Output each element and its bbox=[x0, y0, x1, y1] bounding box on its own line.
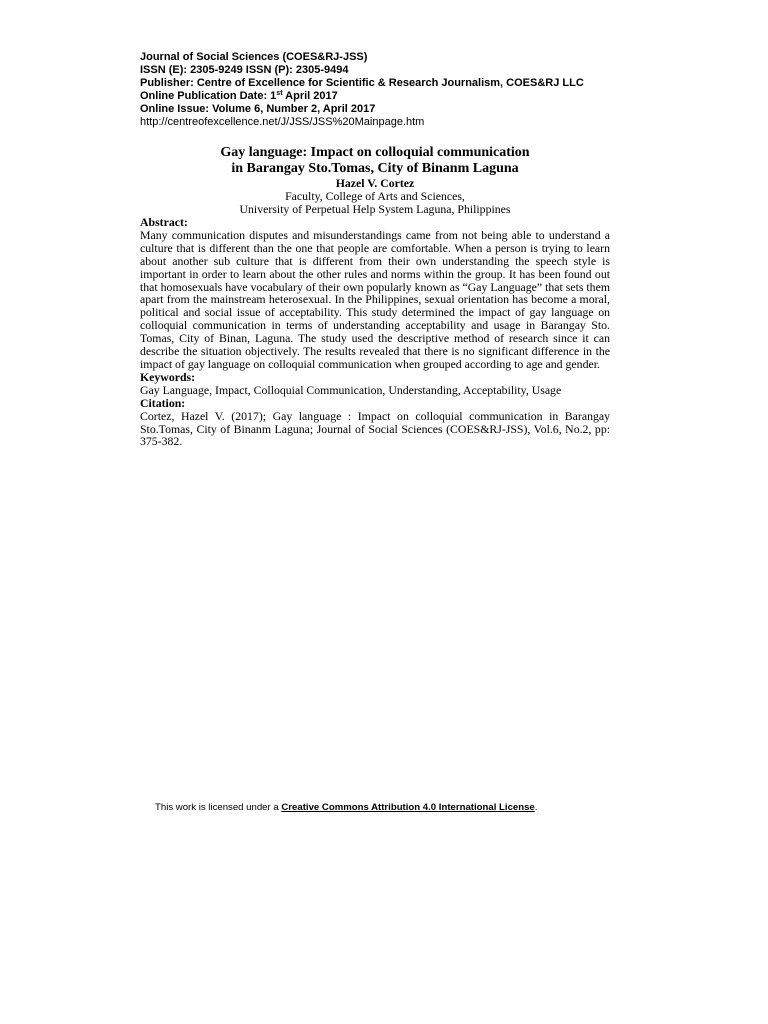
publisher-line: Publisher: Centre of Excellence for Scientific & Research Journalism, COES&RJ LLC bbox=[140, 77, 584, 89]
abstract-text: Many communication disputes and misunderstandings came from not being able to understand a culture that is different than the one that people are comfortable. When a person is trying to learn about another sub culture that is different from their own understanding the speech style is important in order to learn about the other rules and norms within the group. It has been found out that homosexuals have vocabulary of their own popularly known as “Gay Language” that sets them apart from the mainstream heterosexual. In the Philippines, sexual orientation has become a moral, political and social issue of acceptability. This study determined the impact of gay language on colloquial communication in terms of understanding acceptability and usage in Barangay Sto. Tomas, City of Binan, Laguna. The study used the descriptive method of research since it can describe the situation objectively. The results revealed that there is no significant difference in the impact of gay language on colloquial communication when grouped according to age and gender. bbox=[140, 227, 610, 371]
author-affiliation bbox=[140, 190, 610, 216]
paper-title-line-2: in Barangay Sto.Tomas, City of Binanm Laguna bbox=[231, 161, 519, 176]
publication-date-prefix: Online Publication Date: 1 bbox=[140, 90, 277, 102]
affiliation-line-2: University of Perpetual Help System Laguna, Philippines bbox=[239, 202, 511, 216]
journal-header bbox=[140, 51, 660, 129]
journal-url[interactable]: http://centreofexcellence.net/J/JSS/JSS%20Mainpage.htm bbox=[140, 116, 425, 128]
publication-date-suffix: April 2017 bbox=[282, 90, 338, 102]
issn-line: ISSN (E): 2305-9249 ISSN (P): 2305-9494 bbox=[140, 64, 349, 76]
author-name: Hazel V. Cortez bbox=[335, 176, 415, 190]
journal-name: Journal of Social Sciences (COES&RJ-JSS) bbox=[140, 51, 368, 63]
license-footer bbox=[155, 802, 537, 814]
citation-text: Cortez, Hazel V. (2017); Gay language : Impact on colloquial communication in Barangay Sto.Tomas, City of Binanm Laguna; Journal of Social Sciences (COES&RJ-JSS), Vol.6, No.2, pp: 375-382. bbox=[140, 408, 610, 449]
license-suffix: . bbox=[534, 802, 538, 813]
license-link[interactable]: Creative Commons Attribution 4.0 International License bbox=[281, 802, 535, 813]
paper-title-line-1: Gay language: Impact on colloquial communication bbox=[220, 145, 530, 160]
abstract-heading: Abstract: bbox=[140, 215, 188, 229]
publication-date-line bbox=[140, 90, 660, 103]
license-prefix: This work is licensed under a bbox=[155, 802, 282, 813]
issue-line: Online Issue: Volume 6, Number 2, April 2017 bbox=[140, 103, 376, 115]
citation-heading: Citation: bbox=[140, 395, 186, 410]
publication-date-superscript: st bbox=[276, 90, 283, 97]
article-body bbox=[140, 145, 610, 448]
paper-title bbox=[140, 145, 610, 177]
keywords-text: Gay Language, Impact, Colloquial Communication, Understanding, Acceptability, Usage bbox=[140, 382, 562, 397]
affiliation-line-1: Faculty, College of Arts and Sciences, bbox=[285, 189, 465, 203]
keywords-heading: Keywords: bbox=[140, 369, 196, 384]
